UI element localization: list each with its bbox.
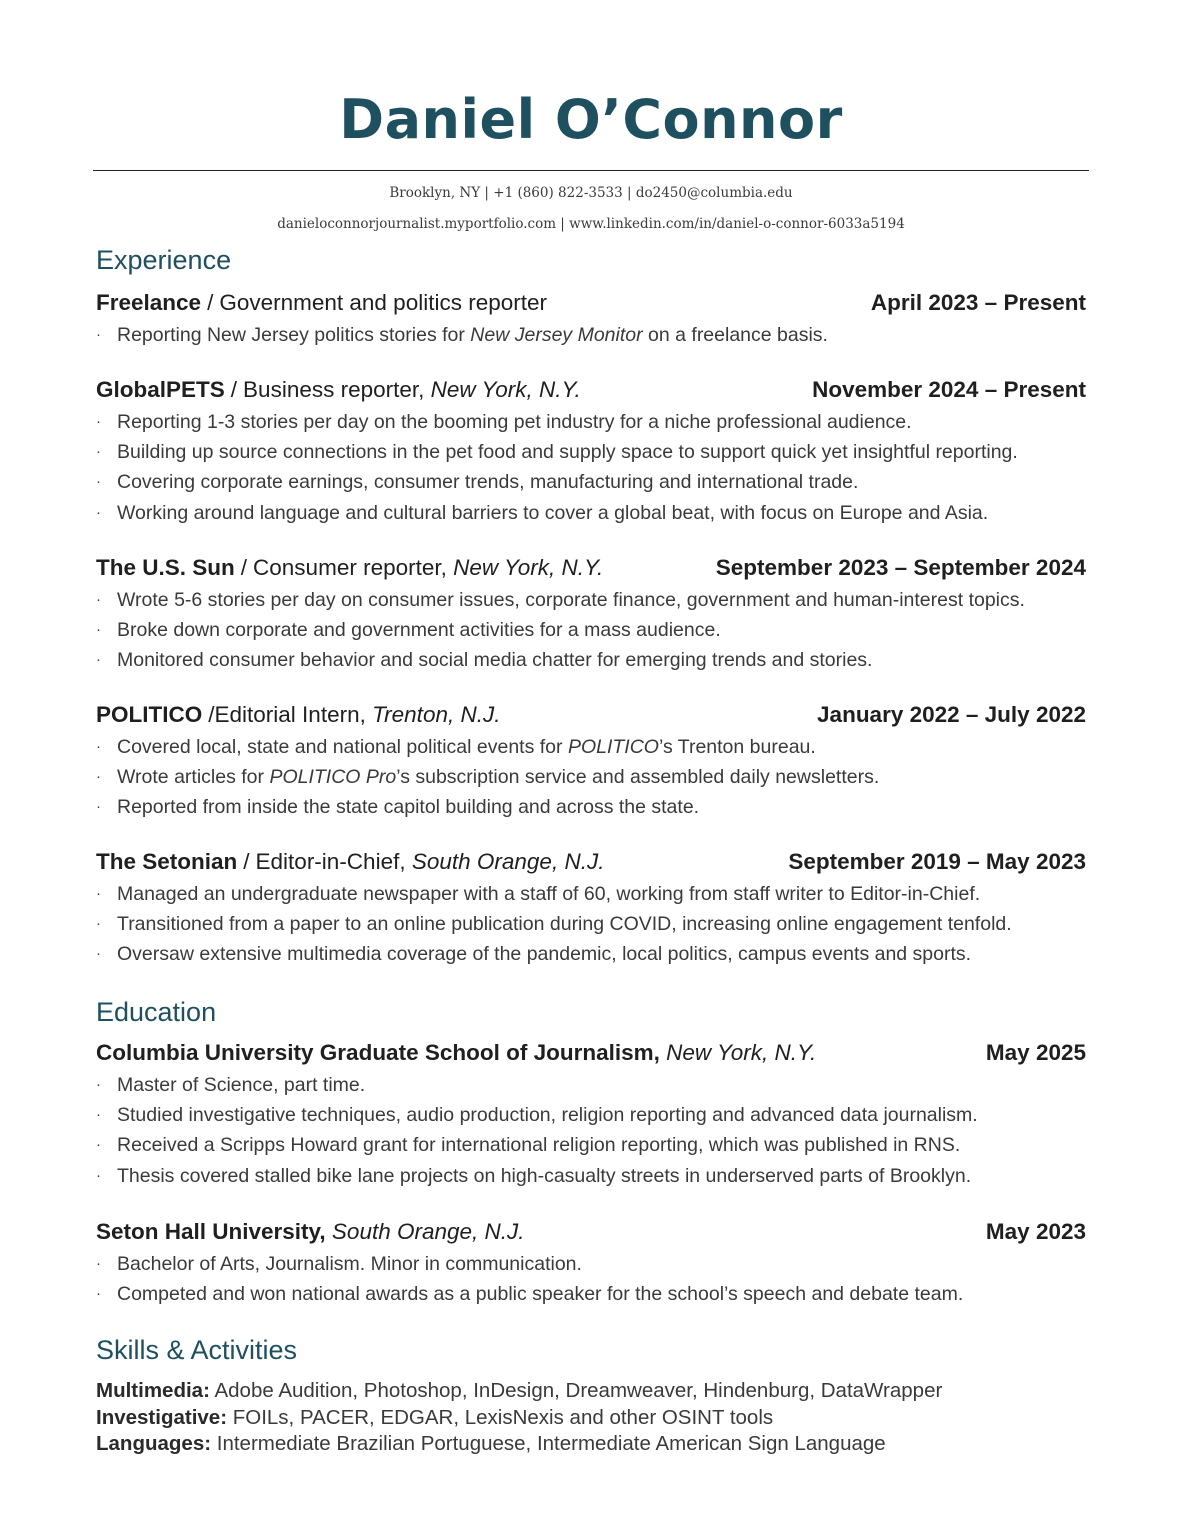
entry-location: South Orange, N.J. <box>411 849 605 874</box>
entry-organization: GlobalPETS <box>96 377 225 402</box>
entry-header <box>96 702 1086 732</box>
experience-entry <box>96 702 1086 823</box>
experience-entry <box>96 290 1086 350</box>
entry-separator: / <box>240 555 248 580</box>
entry-header <box>96 555 1086 585</box>
bullet-dot: · <box>96 885 101 902</box>
entry-institution: Columbia University Graduate School of Journalism, <box>96 1040 660 1065</box>
bullet-item: · Working around language and cultural barriers to cover a global beat, with focus on Europe and Asia. <box>96 498 1086 528</box>
entry-separator: / <box>208 702 215 727</box>
bullet-item: · Wrote articles for POLITICO Pro’s subscription service and assembled daily newsletters. <box>96 762 1086 792</box>
bullet-dot: · <box>96 1136 101 1154</box>
bullet-dot: · <box>96 1106 101 1124</box>
bullet-dot: · <box>96 768 101 786</box>
bullet-dot: · <box>96 1076 101 1093</box>
bullet-dot: · <box>96 443 101 461</box>
entry-role: Government and politics reporter <box>219 290 547 315</box>
bullet-dot: · <box>96 503 101 521</box>
entry-dates: January 2022 – July 2022 <box>817 702 1086 727</box>
header-divider <box>93 170 1089 171</box>
entry-dates: September 2023 – September 2024 <box>715 555 1086 580</box>
resume-name: Daniel O’Connor <box>339 88 843 151</box>
bullet-item: · Managed an undergraduate newspaper with a staff of 60, working from staff writer to Editor-in-Chief. <box>96 879 1086 909</box>
entry-organization: The U.S. Sun <box>96 555 235 580</box>
entry-header <box>96 849 1086 879</box>
bullet-item: · Monitored consumer behavior and social media chatter for emerging trends and stories. <box>96 645 1086 675</box>
entry-location: New York, N.Y. <box>453 555 604 580</box>
experience-entry <box>96 377 1086 528</box>
skill-items: FOILs, PACER, EDGAR, LexisNexis and other OSINT tools <box>232 1405 774 1429</box>
bullet-item: · Building up source connections in the pet food and supply space to support quick yet insightful reporting. <box>96 437 1086 467</box>
education-heading: Education <box>96 997 217 1027</box>
bullet-item: · Reported from inside the state capitol building and across the state. <box>96 792 1086 822</box>
skill-items: Intermediate Brazilian Portuguese, Intermediate American Sign Language <box>216 1432 886 1455</box>
experience-entry <box>96 555 1086 676</box>
entry-organization: The Setonian <box>96 849 238 874</box>
bullet-list <box>96 879 1086 970</box>
entry-organization: POLITICO <box>96 702 203 727</box>
entry-location: New York, N.Y. <box>430 377 581 402</box>
bullet-list <box>96 320 1086 350</box>
entry-separator: / <box>207 290 214 315</box>
entry-role: Editor-in-Chief, <box>255 849 412 874</box>
entry-dates: September 2019 – May 2023 <box>788 849 1086 874</box>
skill-category: Multimedia: <box>96 1379 210 1402</box>
bullet-dot: · <box>96 473 101 491</box>
entry-header <box>96 290 1086 320</box>
skill-row <box>96 1378 1086 1405</box>
bullet-item: · Bachelor of Arts, Journalism. Minor in communication. <box>96 1249 1086 1279</box>
entry-role: Editorial Intern, <box>214 702 373 727</box>
entry-role: Business reporter, <box>243 377 431 402</box>
bullet-item: · Transitioned from a paper to an online publication during COVID, increasing online engagement tenfold. <box>96 909 1086 939</box>
entry-organization: Freelance <box>96 290 202 315</box>
bullet-list <box>96 1070 1086 1191</box>
skill-category: Languages: <box>96 1432 212 1455</box>
bullet-item: · Studied investigative techniques, audio production, religion reporting and advanced data journalism. <box>96 1100 1086 1130</box>
entry-dates: April 2023 – Present <box>870 290 1086 315</box>
bullet-item: · Thesis covered stalled bike lane projects on high-casualty streets in underserved parts of Brooklyn. <box>96 1161 1086 1191</box>
skill-row <box>96 1431 1086 1458</box>
bullet-item: · Covering corporate earnings, consumer trends, manufacturing and international trade. <box>96 467 1086 497</box>
entry-dates: November 2024 – Present <box>812 377 1086 402</box>
entry-separator: / <box>243 849 250 874</box>
entry-location: South Orange, N.J. <box>331 1219 525 1244</box>
experience-entry <box>96 849 1086 970</box>
entry-location: Trenton, N.J. <box>372 702 501 727</box>
skill-row <box>96 1405 1086 1432</box>
bullet-dot: · <box>96 326 101 343</box>
entry-header <box>96 1219 1086 1249</box>
bullet-dot: · <box>96 1166 101 1184</box>
skills-list <box>96 1378 1086 1458</box>
entry-institution: Seton Hall University, <box>96 1219 326 1244</box>
bullet-dot: · <box>96 945 101 963</box>
education-entry <box>96 1040 1086 1191</box>
bullet-item: · Reporting 1-3 stories per day on the booming pet industry for a niche professional audience. <box>96 407 1086 437</box>
bullet-dot: · <box>96 651 101 669</box>
bullet-item: · Oversaw extensive multimedia coverage of the pandemic, local politics, campus events and sports. <box>96 939 1086 969</box>
contact-line-1: Brooklyn, NY | +1 (860) 822-3533 | do2450@columbia.edu <box>389 185 793 201</box>
bullet-dot: · <box>96 1285 101 1303</box>
entry-location: New York, N.Y. <box>666 1040 817 1065</box>
bullet-list <box>96 407 1086 528</box>
bullet-item: · Reporting New Jersey politics stories for New Jersey Monitor on a freelance basis. <box>96 320 1086 350</box>
entry-dates: May 2025 <box>985 1040 1086 1065</box>
skills-heading: Skills & Activities <box>96 1335 298 1365</box>
bullet-item: · Broke down corporate and government activities for a mass audience. <box>96 615 1086 645</box>
bullet-item: · Covered local, state and national political events for POLITICO’s Trenton bureau. <box>96 732 1086 762</box>
bullet-dot: · <box>96 591 101 608</box>
bullet-dot: · <box>96 915 101 933</box>
skill-items: Adobe Audition, Photoshop, InDesign, Dreamweaver, Hindenburg, DataWrapper <box>214 1379 943 1402</box>
entry-dates: May 2023 <box>985 1219 1086 1244</box>
skill-category: Investigative: <box>96 1405 228 1429</box>
education-entry <box>96 1219 1086 1309</box>
bullet-dot: · <box>96 413 101 430</box>
entry-header <box>96 1040 1086 1070</box>
entry-header <box>96 377 1086 407</box>
experience-heading: Experience <box>96 245 232 275</box>
bullet-dot: · <box>96 798 101 816</box>
bullet-dot: · <box>96 621 101 639</box>
bullet-item: · Wrote 5-6 stories per day on consumer issues, corporate finance, government and human-interest topics. <box>96 585 1086 615</box>
bullet-item: · Received a Scripps Howard grant for international religion reporting, which was published in RNS. <box>96 1130 1086 1160</box>
bullet-list <box>96 732 1086 823</box>
bullet-dot: · <box>96 738 101 755</box>
entry-separator: / <box>230 377 238 402</box>
bullet-dot: · <box>96 1255 101 1272</box>
entry-role: Consumer reporter, <box>253 555 454 580</box>
contact-line-2: danieloconnorjournalist.myportfolio.com | www.linkedin.com/in/daniel-o-connor-6033a5194 <box>277 216 905 232</box>
bullet-item: · Master of Science, part time. <box>96 1070 1086 1100</box>
bullet-item: · Competed and won national awards as a public speaker for the school’s speech and debate team. <box>96 1279 1086 1309</box>
bullet-list <box>96 1249 1086 1309</box>
bullet-list <box>96 585 1086 676</box>
